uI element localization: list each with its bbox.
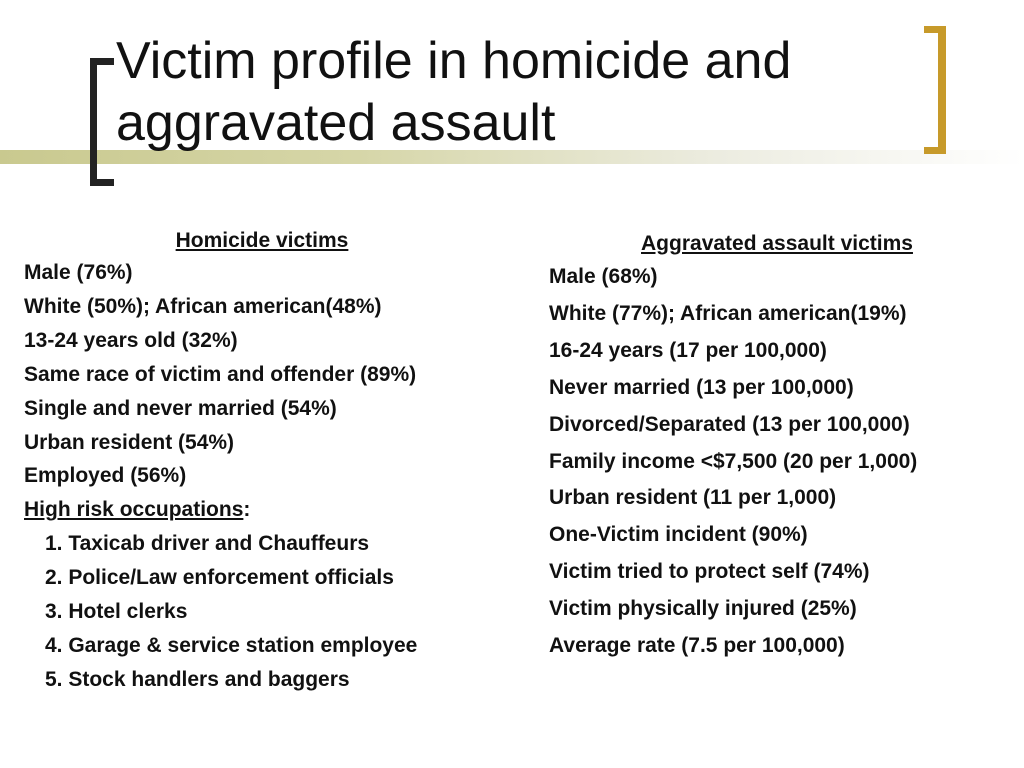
assault-item: Victim physically injured (25%) — [549, 597, 857, 621]
homicide-item: Male (76%) — [24, 261, 133, 284]
assault-item: One-Victim incident (90%) — [549, 523, 808, 547]
homicide-item: Employed (56%) — [24, 464, 187, 488]
left-bracket-decoration — [90, 58, 114, 186]
homicide-item: 13-24 years old (32%) — [24, 328, 238, 352]
assault-item: Family income <$7,500 (20 per 1,000) — [549, 449, 918, 473]
homicide-item: White (50%); African american(48%) — [24, 294, 382, 318]
occupation-item: 5. Stock handlers and baggers — [45, 667, 350, 691]
assault-item: Never married (13 per 100,000) — [549, 375, 854, 399]
right-bracket-decoration — [924, 26, 946, 154]
assault-item: White (77%); African american(19%) — [549, 301, 907, 325]
occupations-label-row — [24, 493, 514, 527]
assault-item: Divorced/Separated (13 per 100,000) — [549, 412, 910, 436]
homicide-item: Same race of victim and offender (89%) — [24, 362, 417, 386]
assault-item: Victim tried to protect self (74%) — [549, 560, 870, 584]
assault-item: Average rate (7.5 per 100,000) — [549, 634, 845, 658]
occupation-item: 3. Hotel clerks — [45, 600, 188, 624]
assault-item: Urban resident (11 per 1,000) — [549, 486, 837, 510]
assault-item: 16-24 years (17 per 100,000) — [549, 338, 827, 362]
occupations-label: High risk occupations — [24, 498, 244, 522]
occupation-item: 1. Taxicab driver and Chauffeurs — [45, 532, 370, 556]
occupation-item: 2. Police/Law enforcement officials — [45, 566, 394, 590]
homicide-item: Single and never married (54%) — [24, 396, 337, 420]
homicide-column — [24, 226, 514, 697]
assault-item: Male (68%) — [549, 265, 658, 288]
occupations-colon: : — [243, 498, 251, 522]
homicide-item: Urban resident (54%) — [24, 430, 235, 454]
assault-column — [549, 229, 1009, 665]
slide-title: Victim profile in homicide and aggravated assault — [116, 32, 792, 152]
occupation-item: 4. Garage & service station employee — [45, 633, 418, 657]
homicide-heading: Homicide victims — [175, 229, 349, 252]
assault-heading: Aggravated assault victims — [641, 232, 913, 255]
